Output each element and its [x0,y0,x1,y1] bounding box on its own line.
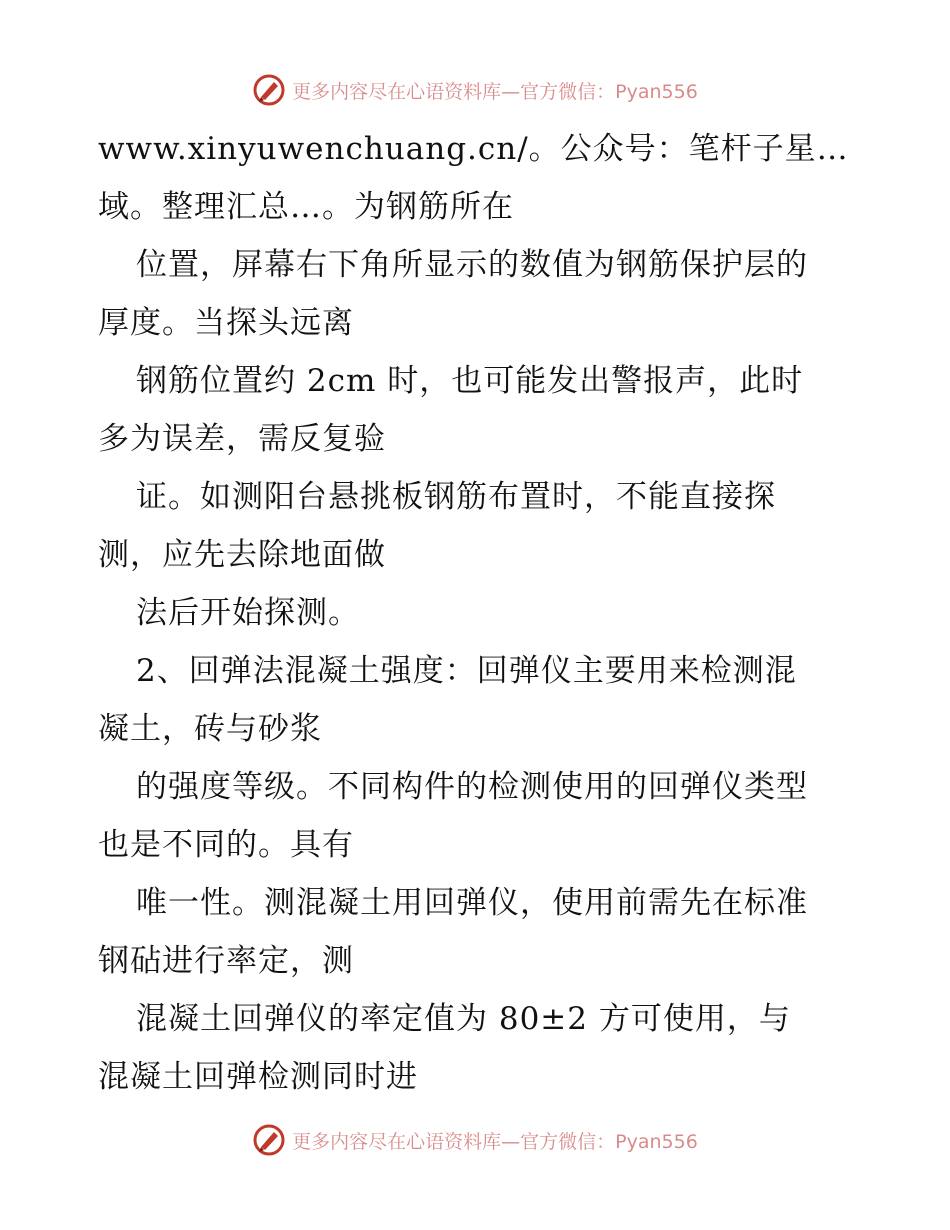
text-line: 唯一性。测混凝土用回弹仪，使用前需先在标准 [136,885,808,921]
footer-watermark [0,1120,950,1160]
text-line: 厚度。当探头远离 [98,305,354,341]
text-line: www.xinyuwenchuang.cn/。公众号：笔杆子星… [98,131,849,167]
text-line: 多为误差，需反复验 [98,421,386,457]
text-line: 凝土，砖与砂浆 [98,711,322,747]
text-line: 域。整理汇总…。为钢筋所在 [98,189,514,225]
pen-logo-icon [252,1123,286,1157]
pen-logo-icon [252,73,286,107]
text-line: 位置，屏幕右下角所显示的数值为钢筋保护层的 [136,247,808,283]
text-line: 的强度等级。不同构件的检测使用的回弹仪类型 [136,769,808,805]
text-line: 混凝土回弹仪的率定值为 80±2 方可使用，与 [136,1001,791,1037]
text-line: 钢砧进行率定，测 [98,943,354,979]
header-watermark [0,70,950,110]
text-line: 混凝土回弹检测同时进 [98,1059,418,1095]
document-body [98,120,878,1106]
text-line: 法后开始探测。 [136,595,360,631]
text-line: 测，应先去除地面做 [98,537,386,573]
footer-watermark-text: 更多内容尽在心语资料库—官方微信：Pyan556 [292,1130,698,1153]
text-line: 钢筋位置约 2cm 时，也可能发出警报声，此时 [136,363,804,399]
text-line: 2、回弹法混凝土强度：回弹仪主要用来检测混 [136,653,797,689]
text-line: 证。如测阳台悬挑板钢筋布置时，不能直接探 [136,479,776,515]
header-watermark-text: 更多内容尽在心语资料库—官方微信：Pyan556 [292,80,698,103]
text-line: 也是不同的。具有 [98,827,354,863]
